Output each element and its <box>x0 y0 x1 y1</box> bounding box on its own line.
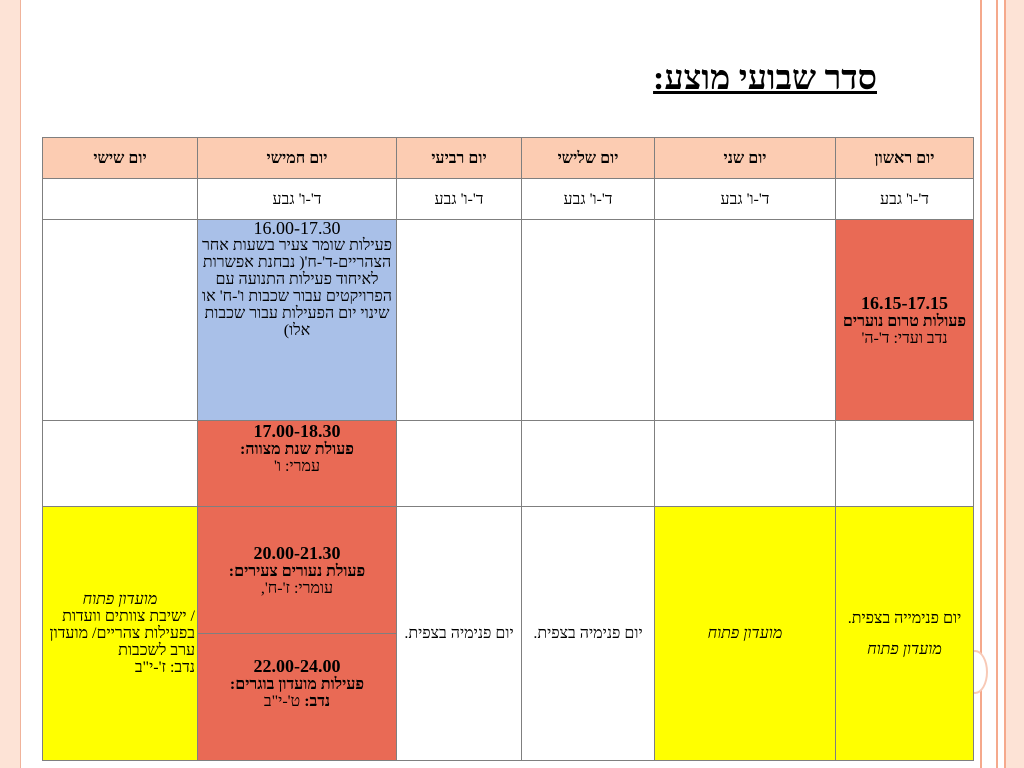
wednesday-early-evening-cell <box>397 421 522 507</box>
thursday-shomer-text: פעילות שומר צעיר בשעות אחר הצהריים-ד'-ח'( נבחנת אפשרות לאיחוד פעילות התנועה עם הפרויקטים עבור שכבות ו'-ח' או שינוי יום הפעילות עבור שכבות אלו) <box>201 237 393 339</box>
slide-title: סדר שבועי מוצע: <box>653 60 877 97</box>
grade-cell-monday: ד'-ו' גבע <box>655 179 836 220</box>
sunday-early-evening-cell <box>836 421 974 507</box>
thursday-seniors-who-value: ט'-י"ב <box>263 693 305 710</box>
monday-afternoon-cell <box>655 220 836 421</box>
early-evening-row <box>43 421 974 507</box>
slide-right-stripes <box>978 0 1024 768</box>
tuesday-afternoon-cell <box>522 220 655 421</box>
sunday-pre-youth-name: פעולות טרום נוערים <box>842 313 967 330</box>
sunday-pre-youth-who: נדב ועדי: ד'-ה' <box>861 330 948 347</box>
sunday-evening-cell <box>836 507 974 761</box>
thursday-seniors-cell <box>198 634 397 761</box>
thursday-mitzvah-who: עמרי: ו' <box>273 458 320 475</box>
friday-evening-cell <box>43 507 198 761</box>
day-header-sunday: יום ראשון <box>836 138 974 179</box>
sunday-pre-youth-cell <box>836 220 974 421</box>
thursday-mitzvah-time: 17.00-18.30 <box>253 421 341 441</box>
thursday-seniors-who-label: נדב: <box>304 693 331 710</box>
grade-cell-tuesday: ד'-ו' גבע <box>522 179 655 220</box>
wednesday-afternoon-cell <box>397 220 522 421</box>
sunday-evening-boarding: יום פנימייה בצפית. <box>847 609 962 627</box>
grade-cell-wednesday: ד'-ו' גבע <box>397 179 522 220</box>
monday-early-evening-cell <box>655 421 836 507</box>
days-header-row <box>43 138 974 179</box>
slide-left-border <box>0 0 21 768</box>
friday-evening-who: נדב: ז'-י"ב <box>134 659 195 676</box>
thursday-youth-name: פעולת נעורים צעירים: <box>228 563 366 580</box>
friday-afternoon-cell <box>43 220 198 421</box>
monday-evening-cell: מועדון פתוח <box>655 507 836 761</box>
day-header-monday: יום שני <box>655 138 836 179</box>
day-header-thursday: יום חמישי <box>198 138 397 179</box>
thursday-mitzvah-name: פעולת שנת מצווה: <box>240 441 354 458</box>
thursday-seniors-who <box>200 693 394 710</box>
grade-cell-sunday: ד'-ו' גבע <box>836 179 974 220</box>
grade-cell-thursday: ד'-ו' גבע <box>198 179 397 220</box>
thursday-youth-who: עומרי: ז'-ח', <box>260 580 334 597</box>
evening-row <box>43 507 974 634</box>
afternoon-row <box>43 220 974 421</box>
thursday-youth-time: 20.00-21.30 <box>253 543 341 563</box>
thursday-mitzvah-cell <box>198 421 397 507</box>
thursday-seniors-time: 22.00-24.00 <box>253 656 341 676</box>
day-header-wednesday: יום רביעי <box>397 138 522 179</box>
friday-evening-open-club: מועדון פתוח <box>82 591 158 608</box>
wednesday-evening-cell: יום פנימיה בצפית. <box>397 507 522 761</box>
thursday-youth-cell <box>198 507 397 634</box>
sunday-evening-open-club: מועדון פתוח <box>867 640 942 658</box>
thursday-shomer-time: 16.00-17.30 <box>253 219 341 238</box>
friday-evening-meetings: / ישיבת צוותים וועדות בפעילות צהריים/ מועדון ערב לשכבות <box>49 608 195 659</box>
day-header-friday: יום שישי <box>43 138 198 179</box>
weekly-schedule-table <box>42 137 974 761</box>
grade-cell-friday <box>43 179 198 220</box>
grades-row <box>43 179 974 220</box>
friday-early-evening-cell <box>43 421 198 507</box>
thursday-shomer-cell <box>198 220 397 421</box>
thursday-seniors-name: פעילות מועדון בוגרים: <box>229 676 365 693</box>
tuesday-evening-cell: יום פנימיה בצפית. <box>522 507 655 761</box>
sunday-pre-youth-time: 16.15-17.15 <box>861 293 948 313</box>
day-header-tuesday: יום שלישי <box>522 138 655 179</box>
tuesday-early-evening-cell <box>522 421 655 507</box>
